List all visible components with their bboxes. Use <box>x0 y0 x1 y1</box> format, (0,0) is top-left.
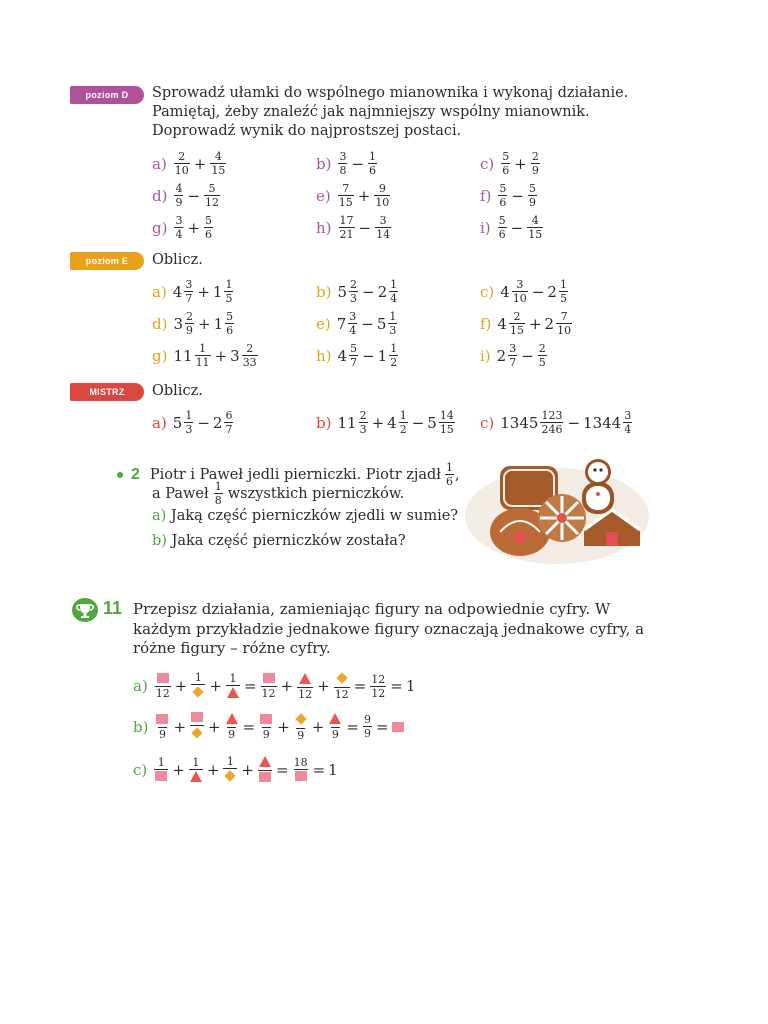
fraction: $\frac{3}{8}$ <box>339 150 347 177</box>
exercise-row <box>480 279 569 304</box>
whole-part: 1345 <box>500 413 539 432</box>
task-2-question-a <box>152 508 458 524</box>
operator: + <box>280 677 294 695</box>
exercise-label: a) <box>152 282 167 301</box>
operator: − <box>411 413 425 432</box>
exercise-label: g) <box>152 218 168 237</box>
operator: + <box>198 314 211 333</box>
fraction: 9 <box>294 713 308 741</box>
whole-part: 5 <box>376 314 387 333</box>
operator: = <box>276 761 289 779</box>
whole-part: 1344 <box>583 413 622 432</box>
fraction: $\frac{2}{9}$ <box>186 310 194 337</box>
exercise-row <box>316 183 391 208</box>
fraction: $\frac{1}{5}$ <box>559 278 567 305</box>
operator: + <box>277 717 290 736</box>
fraction: $\frac{5}{6}$ <box>226 310 234 337</box>
task-11-instruction: Przepisz działania, zamieniając figury na odpowiednie cyfry. W każdym przykładzie jednakowe figury oznaczają jednakowe cyfry, a różne figury – różne cyfry. <box>133 600 645 657</box>
fraction: 12 <box>155 673 171 699</box>
exercise-label: b) <box>133 717 149 736</box>
result-value <box>392 718 404 736</box>
exercise-row <box>316 279 399 304</box>
operator: = <box>243 677 257 695</box>
fraction <box>258 756 272 784</box>
pink-square-icon <box>155 771 167 781</box>
fraction: $\frac{2}{3}$ <box>350 278 358 305</box>
task-2-label-b: b) <box>152 533 167 549</box>
task-2-text-2a: a Paweł <box>152 485 209 502</box>
fraction: 1 <box>191 672 205 700</box>
exercise-row <box>152 183 221 208</box>
fraction: $\frac{2}{3}$ <box>359 409 367 436</box>
exercise-label: b) <box>316 282 332 301</box>
badge-level-e: poziom E <box>70 252 144 270</box>
fraction: $\frac{12}{12}$ <box>371 672 386 700</box>
exercise-label: i) <box>480 346 491 365</box>
exercise-label: h) <box>316 346 332 365</box>
fraction: $\frac{5}{6}$ <box>205 214 213 241</box>
fraction: $\frac{123}{246}$ <box>541 409 563 436</box>
badge-mistrz: MISTRZ <box>70 383 144 401</box>
operator: + <box>173 717 187 736</box>
exercise-label: d) <box>152 186 168 205</box>
pink-square-icon <box>263 673 275 683</box>
exercise-label: a) <box>133 677 148 695</box>
whole-part: 5 <box>427 413 437 432</box>
task-2-fraction-piotr: $\frac{1}{6}$ <box>446 461 454 488</box>
operator: + <box>214 346 228 365</box>
exercise-row <box>480 215 544 240</box>
operator: + <box>514 154 527 173</box>
operator: + <box>241 761 254 779</box>
trophy-icon <box>72 598 98 622</box>
operator: − <box>351 154 365 173</box>
fraction: 9 <box>155 714 169 740</box>
fraction: $\frac{4}{9}$ <box>175 182 183 209</box>
fraction: $\frac{1}{2}$ <box>399 409 407 436</box>
mistrz-instruction: Oblicz. <box>152 383 203 399</box>
exercise-row <box>133 672 416 700</box>
red-triangle-icon <box>227 687 239 698</box>
fraction: $\frac{5}{9}$ <box>528 182 536 209</box>
exercise-row <box>316 410 456 435</box>
exercise-label: b) <box>316 413 332 432</box>
red-triangle-icon <box>190 771 202 782</box>
exercise-row <box>316 343 399 368</box>
exercise-row <box>133 756 339 784</box>
fraction: $\frac{6}{7}$ <box>225 409 233 436</box>
pink-square-icon <box>392 722 404 732</box>
fraction: $\frac{5}{7}$ <box>350 342 358 369</box>
exercise-label: a) <box>152 413 167 432</box>
task-2-line-2 <box>152 481 404 506</box>
exercise-label: d) <box>152 314 168 333</box>
operator: − <box>197 413 210 432</box>
fraction: $\frac{5}{12}$ <box>205 182 220 209</box>
operator: + <box>209 677 222 695</box>
fraction: $\frac{9}{9}$ <box>363 713 371 740</box>
operator: + <box>193 154 207 173</box>
whole-part: 7 <box>336 314 347 333</box>
exercise-row <box>152 410 234 435</box>
operator: − <box>531 282 545 301</box>
level-d-instruction: Sprowadź ułamki do wspólnego mianownika i wykonaj działanie. Pamiętaj, żeby znaleźć jak najmniejszy wspólny mianownik. Doprowadź wynik do najprostszej postaci. <box>152 85 629 139</box>
task-2-text-1: Piotr i Paweł jedli pierniczki. Piotr zjadł <box>149 466 442 483</box>
exercise-label: c) <box>480 413 495 432</box>
fraction: 18 <box>293 757 309 783</box>
fraction: $\frac{14}{15}$ <box>439 409 454 436</box>
exercise-label: f) <box>480 186 492 205</box>
fraction: $\frac{3}{4}$ <box>349 310 357 337</box>
fraction: $\frac{7}{15}$ <box>338 182 353 209</box>
operator: = <box>353 677 367 695</box>
pink-square-icon <box>259 772 271 782</box>
exercise-label: f) <box>480 314 492 333</box>
result-value: 1 <box>405 677 416 695</box>
operator: + <box>528 314 542 333</box>
fraction: $\frac{2}{33}$ <box>242 342 257 369</box>
task-2-number: 2 <box>131 465 140 483</box>
exercise-row <box>133 712 405 741</box>
exercise-label: a) <box>152 154 167 173</box>
fraction: $\frac{2}{9}$ <box>531 150 539 177</box>
task-2-fraction-pawel: $\frac{1}{8}$ <box>214 480 222 507</box>
fraction: $\frac{1}{5}$ <box>225 278 233 305</box>
operator: + <box>187 218 201 237</box>
red-triangle-icon <box>299 673 311 684</box>
fraction: $\frac{1}{3}$ <box>185 409 193 436</box>
bullet-dot-icon <box>117 472 123 478</box>
whole-part: 2 <box>544 314 555 333</box>
exercise-row <box>316 311 398 336</box>
whole-part: 4 <box>172 282 183 301</box>
exercise-label: e) <box>316 186 331 205</box>
exercise-row <box>480 151 541 176</box>
whole-part: 5 <box>337 282 348 301</box>
task-2-question-b-text: Jaka część pierniczków została? <box>171 533 406 549</box>
fraction: $\frac{1}{2}$ <box>390 342 398 369</box>
operator: = <box>346 717 359 736</box>
whole-part: 11 <box>173 346 193 365</box>
operator: + <box>206 761 220 779</box>
result-value: 1 <box>328 761 338 779</box>
exercise-label: b) <box>316 154 332 173</box>
operator: + <box>174 677 188 695</box>
fraction: $\frac{9}{10}$ <box>375 182 390 209</box>
fraction: 1 <box>226 673 240 700</box>
operator: − <box>187 186 201 205</box>
fraction: $\frac{3}{14}$ <box>376 214 391 241</box>
exercise-label: e) <box>316 314 331 333</box>
fraction: $\frac{2}{10}$ <box>174 150 189 177</box>
task-2-question-b <box>152 533 406 549</box>
fraction: $\frac{3}{4}$ <box>175 214 183 241</box>
fraction: $\frac{5}{6}$ <box>499 182 507 209</box>
red-triangle-icon <box>329 713 341 724</box>
operator: + <box>357 186 371 205</box>
exercise-row <box>152 343 259 368</box>
whole-part: 1 <box>377 346 388 365</box>
orange-diamond-icon <box>225 770 236 781</box>
exercise-row <box>152 279 234 304</box>
fraction: 9 <box>225 713 239 740</box>
exercise-row <box>480 343 548 368</box>
operator: + <box>197 282 210 301</box>
operator: − <box>361 314 374 333</box>
fraction: $\frac{2}{15}$ <box>509 310 524 337</box>
exercise-label: i) <box>480 218 491 237</box>
exercise-label: c) <box>133 761 148 779</box>
operator: − <box>510 218 524 237</box>
fraction: $\frac{3}{7}$ <box>185 278 193 305</box>
exercise-label: c) <box>480 282 495 301</box>
exercise-row <box>480 410 633 435</box>
operator: − <box>521 346 534 365</box>
fraction: 1 <box>154 757 168 783</box>
fraction: $\frac{1}{4}$ <box>390 278 398 305</box>
fraction: $\frac{1}{6}$ <box>369 150 377 177</box>
operator: = <box>242 717 256 736</box>
fraction: $\frac{17}{21}$ <box>339 214 354 241</box>
fraction: 9 <box>328 713 342 740</box>
orange-diamond-icon <box>295 713 306 724</box>
red-triangle-icon <box>259 756 271 767</box>
fraction: $\frac{5}{6}$ <box>498 214 506 241</box>
whole-part: 11 <box>337 413 357 432</box>
pink-square-icon <box>295 771 307 781</box>
operator: = <box>312 761 326 779</box>
whole-part: 4 <box>337 346 348 365</box>
operator: = <box>375 717 389 736</box>
operator: + <box>317 677 330 695</box>
whole-part: 4 <box>497 314 507 333</box>
exercise-row <box>480 183 538 208</box>
whole-part: 2 <box>496 346 507 365</box>
exercise-label: c) <box>480 154 495 173</box>
fraction: $\frac{3}{7}$ <box>509 342 517 369</box>
fraction: $\frac{5}{6}$ <box>502 150 510 177</box>
exercise-row <box>152 151 227 176</box>
fraction: $\frac{7}{10}$ <box>557 310 572 337</box>
task-2-question-a-text: Jaką część pierniczków zjedli w sumie? <box>170 508 459 524</box>
exercise-row <box>152 311 235 336</box>
gingerbread-cookies-image <box>462 448 652 566</box>
operator: − <box>362 346 375 365</box>
whole-part: 5 <box>172 413 183 432</box>
whole-part: 2 <box>547 282 557 301</box>
fraction: $\frac{2}{5}$ <box>538 342 546 369</box>
operator: + <box>371 413 385 432</box>
whole-part: 4 <box>500 282 510 301</box>
orange-diamond-icon <box>336 672 347 683</box>
orange-diamond-icon <box>191 727 202 738</box>
whole-part: 4 <box>387 413 397 432</box>
whole-part: 3 <box>173 314 184 333</box>
fraction: 12 <box>334 672 350 700</box>
fraction: $\frac{1}{3}$ <box>389 310 397 337</box>
operator: − <box>362 282 375 301</box>
whole-part: 2 <box>377 282 388 301</box>
operator: − <box>567 413 581 432</box>
orange-diamond-icon <box>193 686 204 697</box>
exercise-row <box>152 215 214 240</box>
pink-square-icon <box>156 714 168 724</box>
exercise-row <box>316 215 392 240</box>
fraction: 12 <box>261 673 277 699</box>
fraction: $\frac{1}{11}$ <box>195 342 210 369</box>
operator: + <box>172 761 185 779</box>
fraction: 1 <box>223 756 237 784</box>
operator: − <box>511 186 524 205</box>
operator: + <box>208 717 221 736</box>
task-2-text-2b: wszystkich pierniczków. <box>227 485 405 502</box>
operator: = <box>390 677 403 695</box>
pink-square-icon <box>191 712 203 722</box>
whole-part: 1 <box>212 282 223 301</box>
task-2-label-a: a) <box>152 508 167 524</box>
pink-square-icon <box>157 673 169 683</box>
whole-part: 1 <box>213 314 224 333</box>
fraction: $\frac{4}{15}$ <box>528 214 543 241</box>
level-e-instruction: Oblicz. <box>152 252 203 268</box>
exercise-row <box>316 151 378 176</box>
fraction <box>190 712 204 741</box>
red-triangle-icon <box>226 713 238 724</box>
operator: + <box>311 717 325 736</box>
fraction: 12 <box>297 673 313 700</box>
exercise-row <box>480 311 573 336</box>
task-2-comma: , <box>455 466 460 483</box>
fraction: $\frac{3}{10}$ <box>512 278 527 305</box>
whole-part: 3 <box>230 346 240 365</box>
badge-level-d: poziom D <box>70 86 144 104</box>
exercise-label: g) <box>152 346 168 365</box>
fraction: $\frac{3}{4}$ <box>624 409 632 436</box>
fraction: 1 <box>189 757 203 784</box>
task-11-number: 11 <box>103 598 123 618</box>
fraction: $\frac{4}{15}$ <box>211 150 226 177</box>
operator: − <box>358 218 372 237</box>
fraction: 9 <box>259 714 273 740</box>
exercise-label: h) <box>316 218 332 237</box>
pink-square-icon <box>260 714 272 724</box>
whole-part: 2 <box>212 413 223 432</box>
